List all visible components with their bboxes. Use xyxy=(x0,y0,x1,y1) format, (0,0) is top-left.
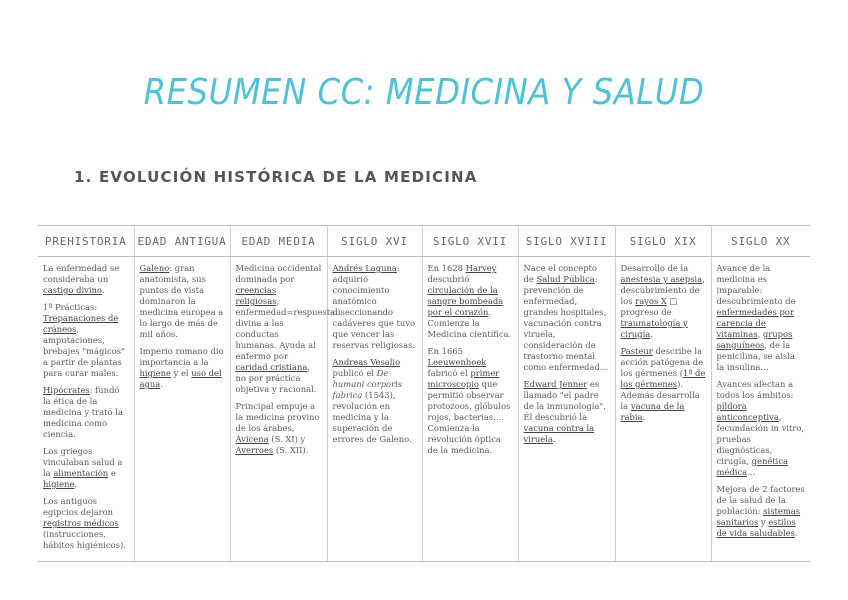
text-fragment: (S. XII). xyxy=(273,445,309,455)
highlighted-term: Andrés Laguna xyxy=(332,263,397,273)
cell-paragraph xyxy=(43,385,129,440)
text-fragment: En 1665 xyxy=(427,346,463,356)
cell-paragraph xyxy=(140,263,225,340)
text-fragment: describe la acción patógena de los gérmenes ( xyxy=(620,346,704,378)
column-header-siglo-xvii: SIGLO XVII xyxy=(422,226,518,257)
text-fragment: . xyxy=(794,528,798,538)
text-fragment: Nace el concepto de xyxy=(523,263,597,284)
highlighted-term: vacuna contra la viruela xyxy=(523,423,595,444)
highlighted-term: sistemas sanitarios xyxy=(716,506,801,527)
column-header-siglo-xx: SIGLO XX xyxy=(711,226,810,257)
text-fragment: Avance de la medicina es imparable: descubrimiento de xyxy=(716,263,796,306)
highlighted-term: primer microscopio xyxy=(427,368,500,389)
highlighted-term: rayos X xyxy=(635,296,667,306)
text-fragment: Principal empuje a la medicina provino de los árabes, xyxy=(235,401,320,433)
text-fragment: , no por práctica objetiva y racional. xyxy=(235,362,317,394)
cell-paragraph xyxy=(140,346,225,390)
text-fragment: 1ª Prácticas: xyxy=(43,302,98,312)
cell-edad-antigua xyxy=(134,257,230,562)
text-fragment: Medicina occidental dominada por xyxy=(235,263,322,284)
text-fragment: , de la penicilina, se aisla la insulina… xyxy=(716,340,795,372)
cell-paragraph xyxy=(236,401,322,456)
text-fragment: De humani corporis fabrica xyxy=(332,368,403,400)
cell-siglo-xvi xyxy=(327,257,422,562)
text-fragment: : gran anatomista, sus puntos de vista dominaron la medicina europea a lo largo de más de mil años. xyxy=(139,263,224,339)
highlighted-term: traumatología y cirugía xyxy=(620,318,688,339)
cell-paragraph xyxy=(428,263,513,340)
highlighted-term: uso del agua xyxy=(139,368,222,389)
text-fragment: . xyxy=(101,285,105,295)
highlighted-term: estilos de vida saludables xyxy=(716,517,796,538)
text-fragment: (1543), revolución en medicina y la superación de errores de Galeno. xyxy=(332,390,412,444)
cell-paragraph xyxy=(524,379,610,445)
highlighted-term: píldora anticonceptiva xyxy=(716,401,779,422)
cell-paragraph xyxy=(621,263,706,340)
text-fragment: y xyxy=(758,517,769,527)
highlighted-term: creencias religiosas xyxy=(235,285,277,306)
text-fragment: publicó el xyxy=(332,368,377,378)
section-heading: 1. EVOLUCIÓN HISTÓRICA DE LA MEDICINA xyxy=(74,168,478,186)
column-header-siglo-xvi: SIGLO XVI xyxy=(327,226,422,257)
text-fragment: . xyxy=(74,479,78,489)
highlighted-term: Avicena xyxy=(235,434,269,444)
text-fragment: , fecundación in vitro, pruebas diagnósticas, cirugía, xyxy=(716,412,805,466)
highlighted-term: castigo divino xyxy=(43,285,102,295)
text-fragment: descubrió xyxy=(427,274,470,284)
text-fragment: Los griegos vinculaban salud a la xyxy=(43,446,123,478)
column-header-edad-media: EDAD MEDIA xyxy=(230,226,327,257)
text-fragment: Imperio romano dio importancia a la xyxy=(139,346,224,367)
text-fragment: □ progreso de xyxy=(620,296,678,317)
text-fragment: es llamado "el padre de la inmunología". Él descubrió la xyxy=(523,379,606,422)
cell-siglo-xix xyxy=(615,257,711,562)
column-header-prehistoria: PREHISTORIA xyxy=(38,226,134,257)
cell-paragraph xyxy=(43,496,129,551)
cell-edad-media xyxy=(230,257,336,562)
cell-paragraph xyxy=(43,446,129,490)
cell-siglo-xviii xyxy=(518,257,615,562)
highlighted-term: Salud Pública xyxy=(536,274,595,284)
column-header-siglo-xviii: SIGLO XVIII xyxy=(518,226,615,257)
highlighted-term: caridad cristiana xyxy=(235,362,308,372)
text-fragment: : prevención de enfermedad, grandes hospitales, vacunación contra viruela, consideración de trastorno mental como enfermedad… xyxy=(523,274,609,372)
document-title: RESUMEN CC: MEDICINA Y SALUD xyxy=(143,72,705,113)
highlighted-term: alimentación xyxy=(53,468,109,478)
text-fragment: . xyxy=(650,329,653,339)
text-fragment: : fundó la ética de la medicina y trató la medicina como ciencia. xyxy=(43,385,123,439)
highlighted-term: Leeuwenhoek xyxy=(427,357,487,367)
highlighted-term: Trepanaciones de cráneos xyxy=(43,313,119,334)
text-fragment: , amputaciones, brebajes "mágicos" a partir de plantas para curar males. xyxy=(43,324,125,378)
highlighted-term: Andreas Vesalio xyxy=(332,357,401,367)
cell-prehistoria xyxy=(38,257,134,562)
highlighted-term: vacuna de la rabia xyxy=(620,401,685,422)
cell-paragraph xyxy=(43,302,129,379)
highlighted-term: genética médica xyxy=(716,456,789,477)
highlighted-term: grupos sanguíneos xyxy=(716,329,793,350)
cell-paragraph xyxy=(333,357,417,445)
cell-paragraph xyxy=(621,346,706,423)
text-fragment: Avances afectan a todos los ámbitos: xyxy=(716,379,794,400)
table-row xyxy=(38,257,810,562)
text-fragment: . xyxy=(642,412,646,422)
highlighted-term: Galeno xyxy=(139,263,170,273)
highlighted-term: Pasteur xyxy=(620,346,653,356)
highlighted-term: higiene xyxy=(43,479,75,489)
column-header-edad-antigua: EDAD ANTIGUA xyxy=(134,226,230,257)
history-table xyxy=(38,225,810,562)
text-fragment: : adquirió conocimiento anatómico diseccionando cadáveres que tuvo que vencer las reservas religiosas. xyxy=(332,263,416,350)
text-fragment: . Comienza la Medicina científica. xyxy=(427,307,512,339)
highlighted-term: enfermedades por carencia de vitaminas xyxy=(716,307,794,339)
cell-paragraph xyxy=(428,346,513,456)
highlighted-term: Averroes xyxy=(235,445,274,455)
text-fragment: e xyxy=(108,468,116,478)
text-fragment: que permitió observar protozoos, glóbulos rojos, bacterias…. Comienza la revolución óptica de la medicina. xyxy=(427,379,511,455)
column-header-siglo-xix: SIGLO XIX xyxy=(615,226,711,257)
cell-siglo-xvii xyxy=(422,257,518,562)
cell-paragraph xyxy=(717,484,806,539)
text-fragment: , enfermedad=respuesta divina a las conductas humanas. Ayuda al enfermo por xyxy=(235,296,336,361)
text-fragment: Mejora de 2 factores de la salud de la población: xyxy=(716,484,805,516)
text-fragment: La enfermedad se consideraba un xyxy=(43,263,120,284)
highlighted-term: Edward Jenner xyxy=(523,379,588,389)
text-fragment: En 1628 xyxy=(427,263,466,273)
text-fragment: Los antiguos egipcios dejaron xyxy=(43,496,114,517)
text-fragment: ). Además desarrolla la xyxy=(620,379,700,411)
highlighted-term: Harvey xyxy=(465,263,497,273)
text-fragment: . xyxy=(552,434,556,444)
cell-paragraph xyxy=(524,263,610,373)
cell-paragraph xyxy=(235,263,336,395)
cell-siglo-xx xyxy=(711,257,810,562)
cell-paragraph xyxy=(43,263,129,296)
table-header-row xyxy=(38,226,810,257)
text-fragment: , xyxy=(757,329,763,339)
highlighted-term: higiene xyxy=(139,368,171,378)
highlighted-term: Hipócrates xyxy=(43,385,90,395)
highlighted-term: 1ª de los gérmenes xyxy=(620,368,706,389)
text-fragment: y el xyxy=(170,368,192,378)
cell-paragraph xyxy=(717,379,806,478)
highlighted-term: anestesia y asepsia xyxy=(620,274,703,284)
text-fragment: (S. XI) y xyxy=(268,434,306,444)
highlighted-term: registros médicos xyxy=(43,518,119,528)
text-fragment: … xyxy=(747,467,756,477)
text-fragment: (instrucciones, hábitos higiénicos). xyxy=(43,529,126,550)
cell-paragraph xyxy=(333,263,417,351)
highlighted-term: circulación de la sangre bombeada por el corazón xyxy=(427,285,504,317)
text-fragment: fabricó el xyxy=(427,368,471,378)
cell-paragraph xyxy=(717,263,806,373)
text-fragment: . xyxy=(160,379,163,389)
text-fragment: , descubrimiento de los xyxy=(620,274,705,306)
text-fragment: Desarrollo de la xyxy=(620,263,689,273)
